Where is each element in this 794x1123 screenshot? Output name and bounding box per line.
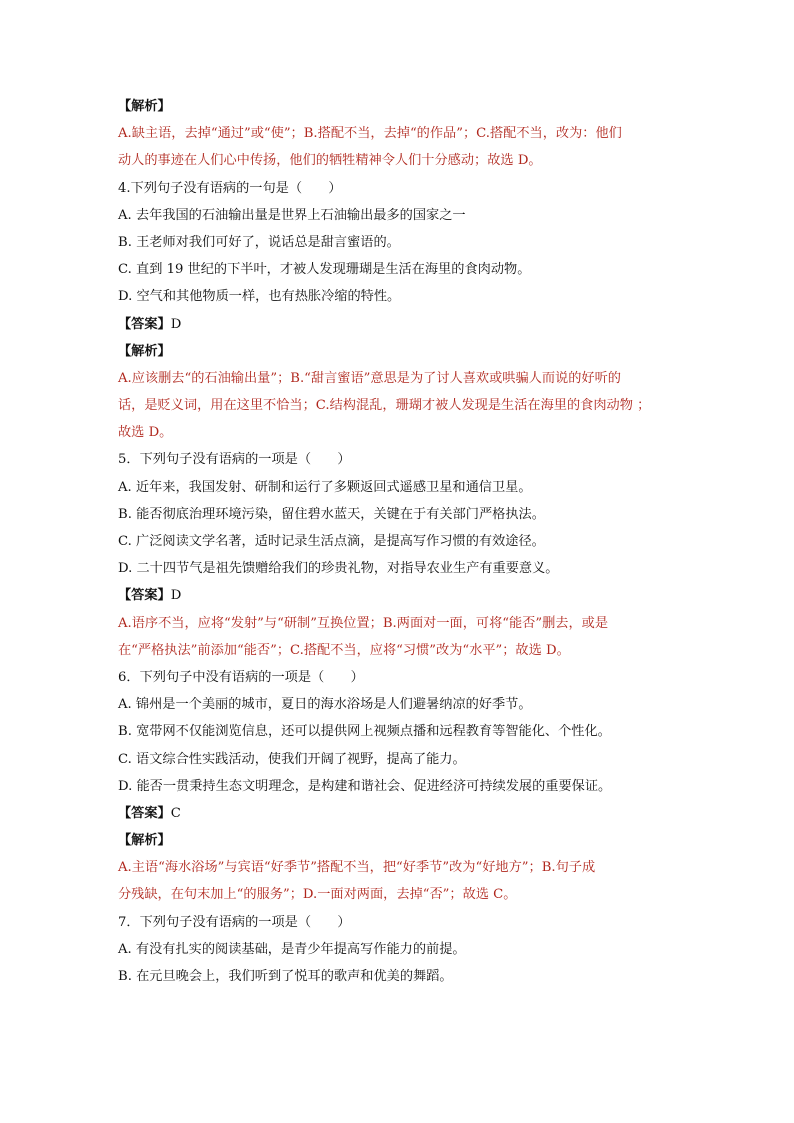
analysis-tag: 【解析】 xyxy=(118,343,171,359)
answer-value: C xyxy=(170,805,181,821)
question-text-line: C. 语文综合性实践活动，使我们开阔了视野，提高了能力。 xyxy=(118,751,466,767)
question-text-line: D. 二十四节气是祖先馈赠给我们的珍贵礼物，对指导农业生产有重要意义。 xyxy=(118,561,559,577)
answer-tag: 【答案】 xyxy=(118,588,171,604)
question-text-line: 4.下列句子没有语病的一句是（ ） xyxy=(118,180,342,196)
answer-line xyxy=(118,800,698,827)
question-text-line: B. 能否彻底治理环境污染，留住碧水蓝天，关键在于有关部门严格执法。 xyxy=(118,506,545,522)
document-page xyxy=(118,93,698,990)
question-text-line: A. 有没有扎实的阅读基础，是青少年提高写作能力的前提。 xyxy=(118,941,466,957)
analysis-text-line: 动人的事迹在人们心中传扬，他们的牺牲精神令人们十分感动；故选 D。 xyxy=(118,153,542,169)
question-text-line: C. 广泛阅读文学名著，适时记录生活点滴，是提高写作习惯的有效途径。 xyxy=(118,534,545,549)
question-text-line: A. 锦州是一个美丽的城市，夏日的海水浴场是人们避暑纳凉的好季节。 xyxy=(118,697,532,713)
answer-line xyxy=(118,311,698,338)
analysis-text-line: 分残缺，在句末加上“的服务”；D.一面对两面，去掉“否”；故选 C。 xyxy=(118,887,517,903)
question-text-line: C. 直到 19 世纪的下半叶，才被人发现珊瑚是生活在海里的食肉动物。 xyxy=(118,262,531,278)
analysis-text-line: A.缺主语，去掉“通过”或“使”；B.搭配不当，去掉“的作品”；C.搭配不当，改为：他们 xyxy=(118,126,622,142)
answer-line xyxy=(118,582,698,609)
section-heading-analysis xyxy=(118,338,698,365)
analysis-tag: 【解析】 xyxy=(118,833,171,849)
question-text-line: B. 王老师对我们可好了，说话总是甜言蜜语的。 xyxy=(118,234,400,250)
answer-tag: 【答案】 xyxy=(118,805,171,821)
analysis-text-line: A.应该删去“的石油输出量”；B.“甜言蜜语”意思是为了讨人喜欢或哄骗人而说的好听的 xyxy=(118,370,621,386)
question-text-line: D. 能否一贯秉持生态文明理念，是构建和谐社会、促进经济可持续发展的重要保证。 xyxy=(118,778,612,794)
analysis-text-line: A.主语“海水浴场”与宾语“好季节”搭配不当，把“好季节”改为“好地方”；B.句子成 xyxy=(118,860,596,876)
analysis-tag: 【解析】 xyxy=(118,99,171,114)
question-text-line: 6．下列句子中没有语病的一项是（ ） xyxy=(118,669,364,685)
analysis-text-line: 话，是贬义词，用在这里不恰当；C.结构混乱，珊瑚才被人发现是生活在海里的食肉动物 ； xyxy=(118,398,651,414)
answer-tag: 【答案】 xyxy=(118,316,171,332)
question-text-line: 7．下列句子没有语病的一项是（ ） xyxy=(118,914,351,930)
question-text-line: 5．下列句子没有语病的一项是（ ） xyxy=(118,452,351,468)
section-heading-analysis xyxy=(118,93,698,120)
analysis-text-line: A.语序不当，应将“发射”与“研制”互换位置；B.两面对一面，可将“能否”删去，或是 xyxy=(118,615,609,631)
question-text-line: B. 在元旦晚会上，我们听到了悦耳的歌声和优美的舞蹈。 xyxy=(118,969,453,984)
question-text-line: B. 宽带网不仅能浏览信息，还可以提供网上视频点播和远程教育等智能化、个性化。 xyxy=(118,724,611,740)
question-text-line: D. 空气和其他物质一样，也有热胀冷缩的特性。 xyxy=(118,289,401,305)
question-text-line: A. 近年来，我国发射、研制和运行了多颗返回式遥感卫星和通信卫星。 xyxy=(118,479,532,495)
question-text-line: A. 去年我国的石油输出量是世界上石油输出最多的国家之一 xyxy=(118,207,466,223)
answer-value: D xyxy=(170,588,182,604)
analysis-text-line: 故选 D。 xyxy=(118,425,173,441)
analysis-text-line: 在“严格执法”前添加“能否”；C.搭配不当，应将“习惯”改为“水平”；故选 D。 xyxy=(118,642,570,658)
answer-value: D xyxy=(170,316,182,332)
section-heading-analysis xyxy=(118,827,698,854)
